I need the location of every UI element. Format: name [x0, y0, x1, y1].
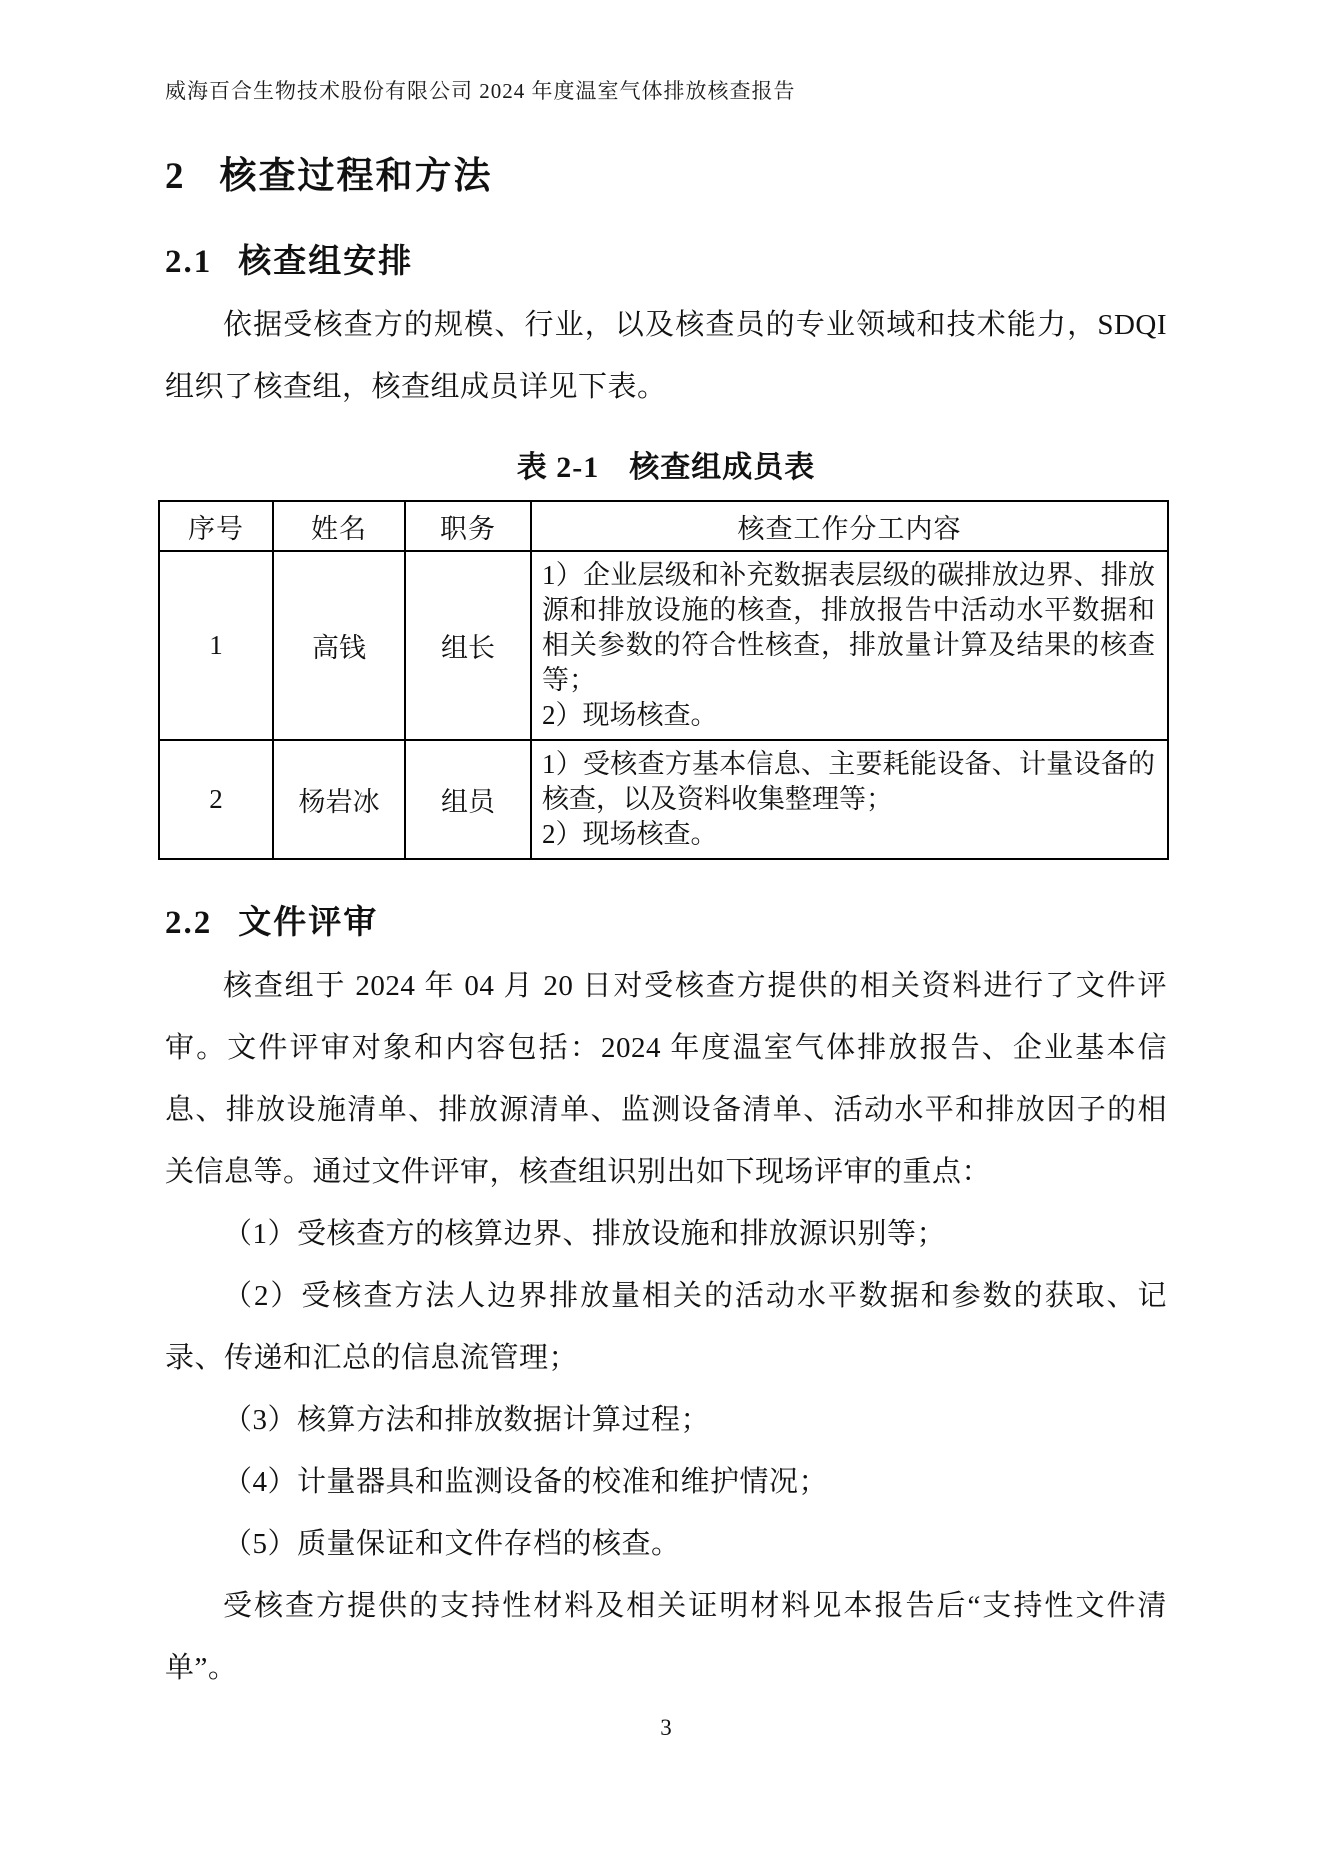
duty-line: 1）受核查方基本信息、主要耗能设备、计量设备的核查，以及资料收集整理等； [542, 749, 1155, 814]
header-cell-name: 姓名 [273, 501, 405, 551]
table-row [159, 551, 1168, 740]
section-2-number: 2 [165, 156, 186, 197]
table-caption-label: 表 2-1 [516, 451, 600, 484]
cell-role: 组长 [405, 551, 531, 740]
cell-index: 2 [159, 740, 273, 859]
page-header: 威海百合生物技术股份有限公司 2024 年度温室气体排放核查报告 [165, 79, 796, 103]
page-content [165, 75, 1167, 1741]
verification-team-table [158, 500, 1169, 860]
review-focus-item: （4）计量器具和监测设备的校准和维护情况； [223, 1466, 829, 1498]
cell-index: 1 [159, 551, 273, 740]
table-row [159, 740, 1168, 859]
section-2-heading [165, 145, 1167, 199]
section-2-1-heading [165, 235, 1167, 282]
section-2-2-heading [165, 896, 1167, 943]
cell-role: 组员 [405, 740, 531, 859]
cell-name: 杨岩冰 [273, 740, 405, 859]
review-focus-item: （3）核算方法和排放数据计算过程； [223, 1404, 711, 1436]
table-caption [165, 442, 1167, 486]
cell-duties [531, 551, 1168, 740]
section-2-2-number: 2.2 [165, 905, 213, 941]
header-cell-duties: 核查工作分工内容 [531, 501, 1168, 551]
header-cell-role: 职务 [405, 501, 531, 551]
header-cell-index: 序号 [159, 501, 273, 551]
cell-duties [531, 740, 1168, 859]
section-2-2-title: 文件评审 [238, 905, 379, 941]
team-intro-paragraph: 依据受核查方的规模、行业，以及核查员的专业领域和技术能力，SDQI 组织了核查组，核查组成员详见下表。 [165, 309, 1167, 403]
cell-name: 高钱 [273, 551, 405, 740]
table-header-row [159, 501, 1168, 551]
duty-line: 2）现场核查。 [542, 700, 718, 730]
table-caption-title: 核查组成员表 [629, 451, 816, 484]
review-focus-item: （5）质量保证和文件存档的核查。 [223, 1528, 681, 1560]
supporting-materials-paragraph: 受核查方提供的支持性材料及相关证明材料见本报告后“支持性文件清单”。 [165, 1590, 1167, 1684]
section-2-title: 核查过程和方法 [219, 156, 493, 197]
section-2-1-title: 核查组安排 [238, 244, 414, 280]
document-review-paragraph: 核查组于 2024 年 04 月 20 日对受核查方提供的相关资料进行了文件评审。文件评审对象和内容包括：2024 年度温室气体排放报告、企业基本信息、排放设施清单、排放源清单、监测设备清单、活动水平和排放因子的相关信息等。通过文件评审，核查组识别出如下现场评审的重点： [165, 970, 1167, 1188]
duty-line: 1）企业层级和补充数据表层级的碳排放边界、排放源和排放设施的核查，排放报告中活动水平数据和相关参数的符合性核查，排放量计算及结果的核查等； [542, 560, 1155, 695]
section-2-1-number: 2.1 [165, 244, 213, 280]
review-focus-item: （2）受核查方法人边界排放量相关的活动水平数据和参数的获取、记录、传递和汇总的信息流管理； [165, 1280, 1167, 1374]
review-focus-item: （1）受核查方的核算边界、排放设施和排放源识别等； [223, 1218, 947, 1250]
duty-line: 2）现场核查。 [542, 819, 718, 849]
page-number: 3 [660, 1715, 672, 1740]
